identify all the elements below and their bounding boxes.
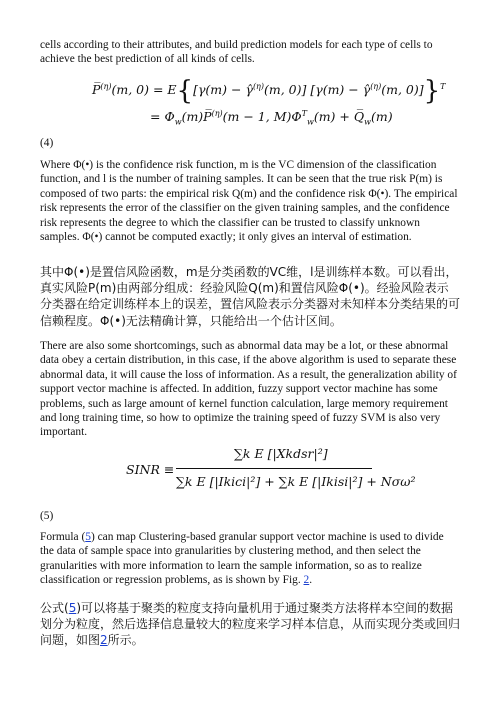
- equation-5-fraction-line: [176, 468, 372, 469]
- paragraph-formula-zh: 公式(5)可以将基于聚类的粒度支持向量机用于通过聚类方法将样本空间的数据划分为粒度，然后选择信息量较大的粒度来学习样本信息，从而实现分类或回归问题，如图2所示。: [40, 601, 461, 648]
- figure-2-link-zh[interactable]: 2: [100, 633, 108, 648]
- equation-4-line-2: = $\Phi_w(m)P̅^{(\eta)}(m - 1$, $M)\Phi^T_w(m)$ + $Q̅_w(m)$: [150, 108, 393, 127]
- equation-5-number: (5): [40, 510, 54, 522]
- paragraph-risk-zh: 其中Φ(•)是置信风险函数，m是分类函数的VC维，l是训练样本数。可以看出，真实风险P(m)由两部分组成：经验风险Q(m)和置信风险Φ(•)。经验风险表示分类器在给定训练样本上的误差，置信风险表示分类器对未知样本分类结果的可信赖程度。Φ(•)无法精确计算，只能给出一个估计区间。: [40, 265, 461, 328]
- equation-5-denominator: ∑k E [|Ikici|²] + ∑k E [|Ikisi|²] + Nσω²: [176, 474, 416, 489]
- equation-5-lhs: SINR ≡: [126, 462, 175, 477]
- equation-4-number: (4): [40, 137, 54, 149]
- figure-2-link[interactable]: 2: [303, 574, 310, 587]
- equation-5-link[interactable]: 5: [85, 531, 91, 543]
- paragraph-intro: cells according to their attributes, and build prediction models for each type of cells to achieve the best prediction of all kinds of cells.: [40, 39, 433, 66]
- paragraph-risk-en: Where Φ(•) is the confidence risk function, m is the VC dimension of the classification function, and l is the number of training samples. It can be seen that the true risk P(m) is composed of two parts: the empirical risk Q(m) and the confidence risk Φ(•). The empirical risk represents the error of the classifier on the given training samples, and the confidence risk represents the degree to which the classifier can be trusted to classify unknown samples. Φ(•) cannot be computed exactly; it only gives an interval of estimation.: [40, 159, 458, 244]
- equation-5-link-zh[interactable]: 5: [68, 601, 77, 615]
- paragraph-formula: Formula (5) can map Clustering-based granular support vector machine is used to divide the data of sample space into granularities by clustering method, and then select the granularities with more information to learn the sample information, so as to realize classification or regression problems, as is shown by Fig. 2.: [40, 531, 444, 587]
- equation-4-line-1: P̅$^{(\eta)}$(m, 0) = E{[γ(m) − γ̂$^{(\eta)}$(m, 0)] [γ(m) − γ̂$^{(\eta)}$(m, 0)]}$^T$: [92, 76, 446, 106]
- paragraph-shortcomings: There are also some shortcomings, such as abnormal data may be a lot, or these abnormal data obey a certain distribution, in this case, if the above algorithm is used to separate these abnormal data, it will cause the loss of information. As a result, the generalization ability of support vector machine is affected. In addition, fuzzy support vector machine has some problems, such as large amount of kernel function calculation, large memory requirement and long training time, so how to optimize the training speed of fuzzy SVM is also very important.: [40, 340, 457, 439]
- equation-5-numerator: ∑k E [|Xkdsr|²]: [234, 446, 328, 461]
